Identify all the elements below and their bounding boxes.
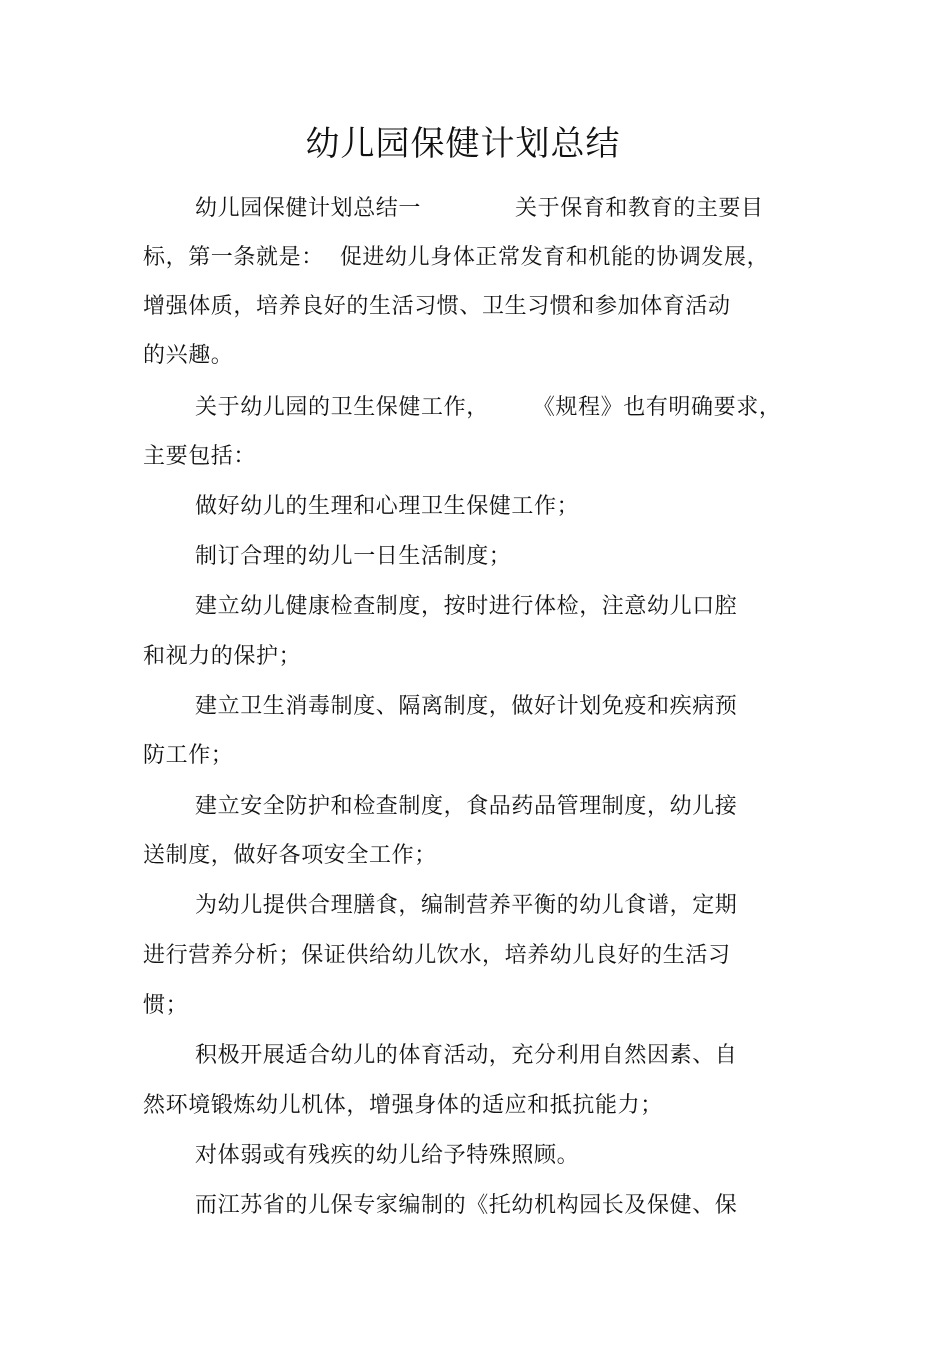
document-title: 幼儿园保健计划总结	[305, 124, 621, 164]
text-segment: 《规程》也有明确要求，	[532, 395, 782, 420]
text-segment: 标，第一条就是：	[143, 245, 324, 270]
paragraph-line: 制订合理的幼儿一日生活制度；	[195, 544, 512, 569]
paragraph-line: 的兴趣。	[143, 343, 234, 368]
text-segment: 关于保育和教育的主要目	[515, 196, 764, 221]
paragraph-line: 送制度，做好各项安全工作；	[143, 843, 437, 868]
paragraph-line: 防工作；	[143, 743, 234, 768]
paragraph-line	[195, 194, 764, 224]
paragraph-line	[195, 393, 781, 423]
paragraph-line: 为幼儿提供合理膳食，编制营养平衡的幼儿食谱，定期	[195, 893, 738, 918]
paragraph-line: 主要包括：	[143, 444, 257, 469]
paragraph-line: 做好幼儿的生理和心理卫生保健工作；	[195, 494, 580, 519]
paragraph-line: 而江苏省的儿保专家编制的《托幼机构园长及保健、保	[195, 1193, 738, 1218]
paragraph-line: 然环境锻炼幼儿机体，增强身体的适应和抵抗能力；	[143, 1093, 663, 1118]
paragraph-line: 建立幼儿健康检查制度，按时进行体检，注意幼儿口腔	[195, 594, 738, 619]
paragraph-line: 进行营养分析；保证供给幼儿饮水，培养幼儿良好的生活习	[143, 943, 731, 968]
paragraph-line: 建立安全防护和检查制度，食品药品管理制度，幼儿接	[195, 794, 738, 819]
text-segment: 关于幼儿园的卫生保健工作，	[195, 395, 489, 420]
paragraph-line: 和视力的保护；	[143, 644, 302, 669]
text-segment: 促进幼儿身体正常发育和机能的协调发展，	[339, 245, 770, 270]
paragraph-line: 惯；	[143, 993, 189, 1018]
paragraph-line: 对体弱或有残疾的幼儿给予特殊照顾。	[195, 1143, 580, 1168]
paragraph-line: 增强体质，培养良好的生活习惯、卫生习惯和参加体育活动	[143, 294, 731, 319]
paragraph-line	[143, 243, 769, 273]
paragraph-line: 建立卫生消毒制度、隔离制度，做好计划免疫和疾病预	[195, 694, 738, 719]
paragraph-line: 积极开展适合幼儿的体育活动，充分利用自然因素、自	[195, 1043, 738, 1068]
section-heading: 幼儿园保健计划总结一	[195, 196, 422, 221]
